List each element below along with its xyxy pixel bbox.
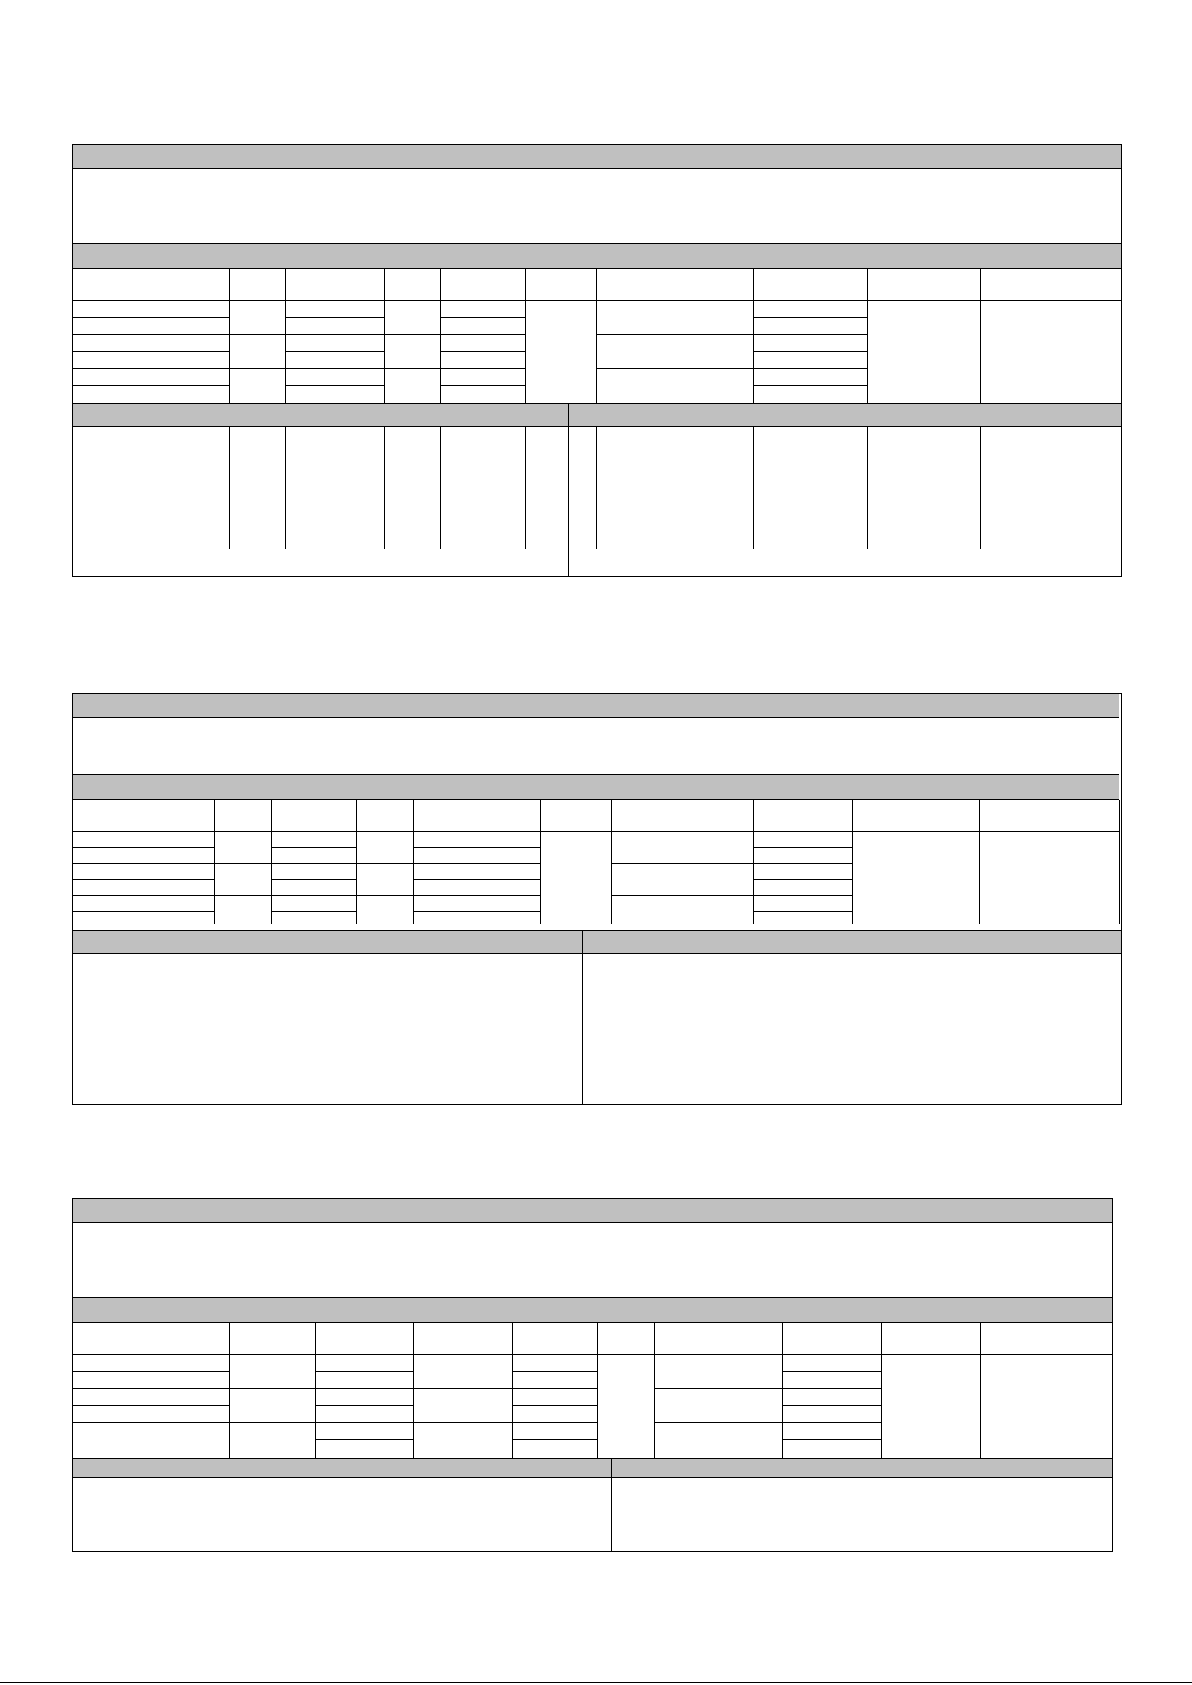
form-2-notes-right xyxy=(583,954,1121,1104)
record-form-1 xyxy=(72,144,1122,577)
form-2-title-bar xyxy=(73,694,1119,718)
page-bottom-rule xyxy=(0,1682,1192,1683)
form-1-description-area xyxy=(73,169,1121,243)
form-2-table-header-bar xyxy=(73,774,1119,800)
form-1-title-bar xyxy=(73,145,1121,169)
form-3-data-grid xyxy=(73,1323,1112,1458)
record-form-3 xyxy=(72,1198,1113,1552)
form-3-title-bar xyxy=(73,1199,1112,1223)
form-1-notes-right xyxy=(569,427,1121,577)
form-2-notes-left xyxy=(73,954,582,1104)
form-2-description-area xyxy=(73,718,1121,774)
form-2-notes-header-bar xyxy=(73,930,1121,954)
form-1-notes-left xyxy=(73,427,568,577)
form-3-notes-right xyxy=(612,1478,1112,1551)
form-3-table-header-bar xyxy=(73,1297,1112,1323)
form-3-notes-left xyxy=(73,1478,611,1551)
form-3-notes-header-bar xyxy=(73,1458,1112,1478)
form-1-notes-header-bar xyxy=(73,403,1121,427)
form-1-table-header-bar xyxy=(73,243,1121,269)
form-3-description-area xyxy=(73,1223,1112,1297)
form-2-data-grid xyxy=(73,800,1119,924)
record-form-2 xyxy=(72,693,1122,1105)
